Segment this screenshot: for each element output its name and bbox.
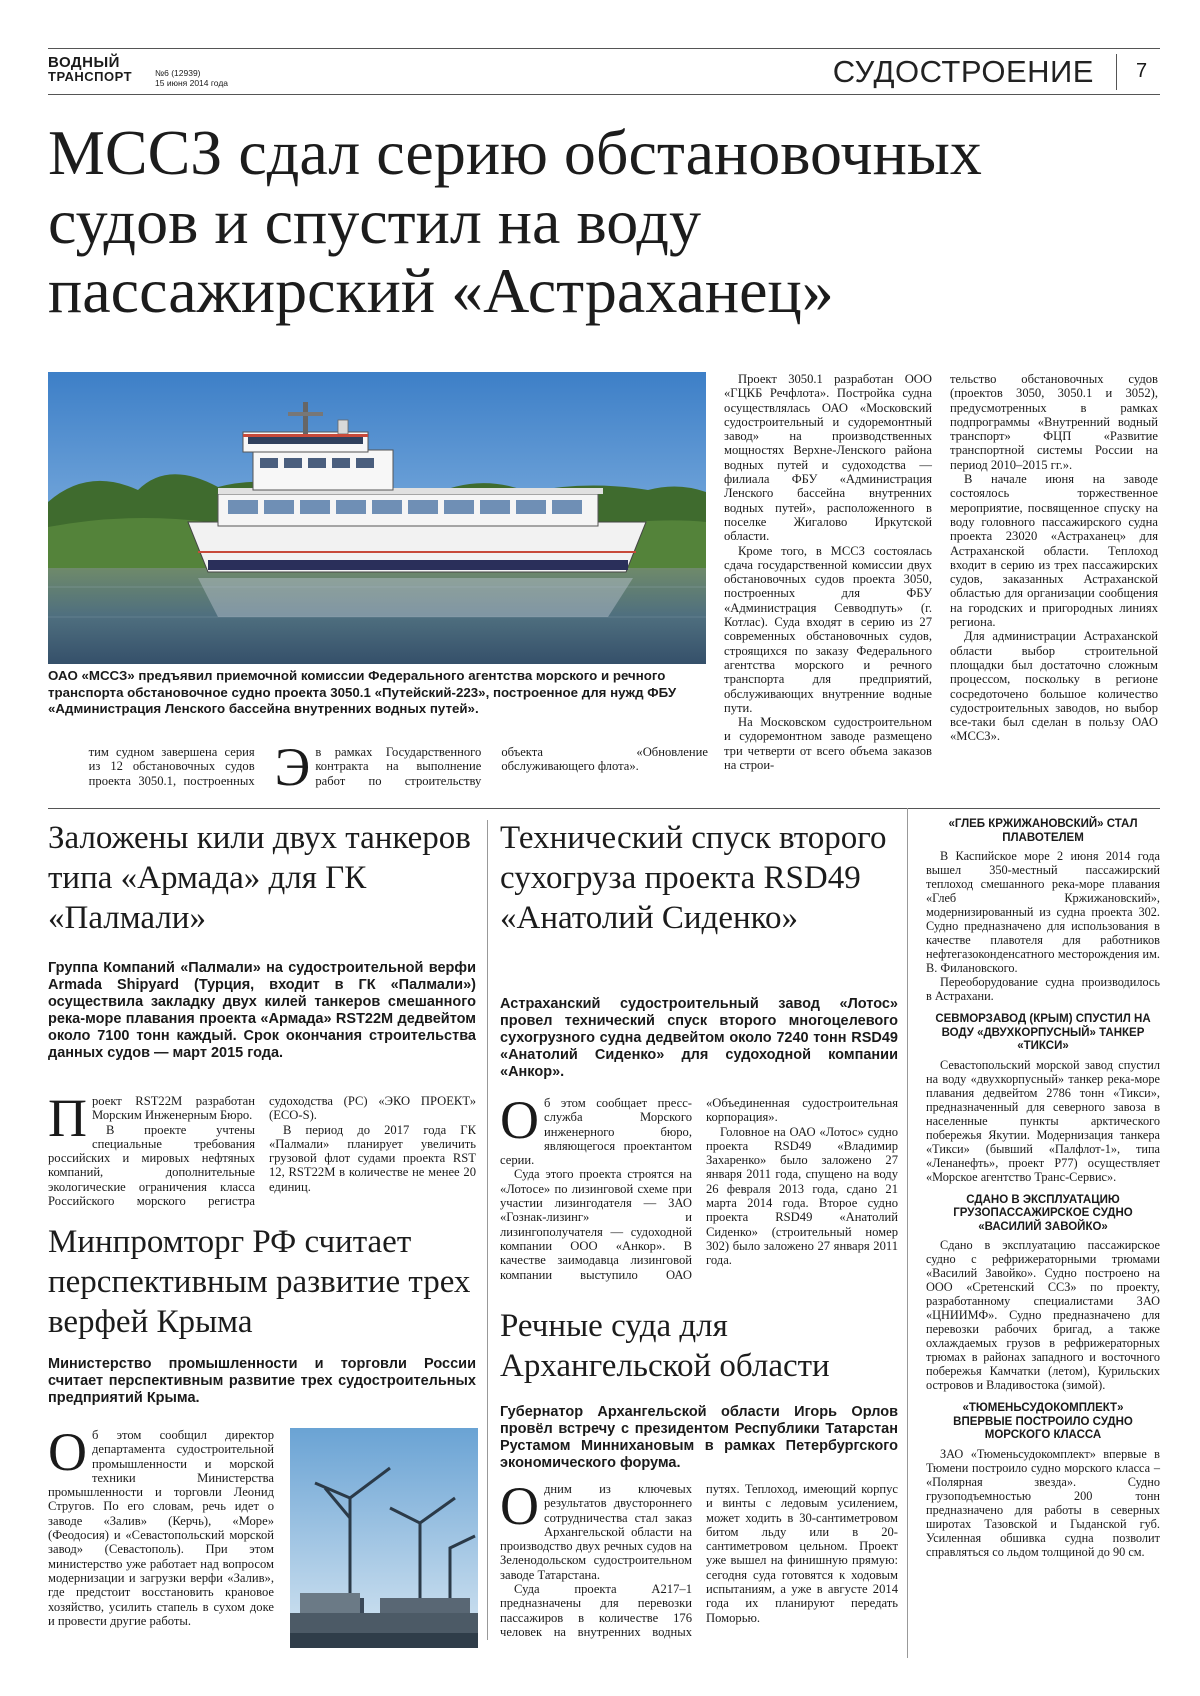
section-divider [48, 808, 1160, 809]
rsd49-dropcap: О [500, 1090, 539, 1150]
main-column-a [724, 372, 932, 772]
page-number-divider [1116, 54, 1117, 90]
main-headline: МССЗ сдал серию обстановочных судов и спустил на воду пассажирский «Астраханец» [48, 117, 982, 326]
main-dropcap: Э [274, 737, 311, 797]
ship-photo [48, 372, 706, 664]
main-intro [48, 737, 708, 797]
ship-illustration [48, 372, 706, 664]
main-paragraph: Для администрации Астраханской области выбор строительной площадки был достаточно сложным процессом, поскольку в регионе сосредоточено большое количество судостроительных заводов, но выбор все-таки был сделан в пользу ОАО «МССЗ». [950, 629, 1158, 744]
minprom-lead: Министерство промышленности и торговли России считает перспективным развитие трех судостроительных предприятий Крыма. [48, 1356, 476, 1406]
rsd49-body: Об этом сообщает пресс-служба Морского инженерного бюро, являющегося проектантом серии. Суда этого проекта строятся на «Лотосе» по лизинговой схеме при участии лизингодателя — ЗАО «Гознак-лизинг» и лизингополучателя — судоходной компании ООО «Анкор». В качестве заимодавца лизинговой компании выступило ОАО «Объединенная судостроительная корпорация». Головное на ОАО «Лотос» судно проекта RSD49 «Владимир Захаренко» было заложено 27 января 2011 года, спущено на воду 26 февраля 2013 года, сдано 21 марта 2014 года. Второе судно проекта RSD49 «Анатолий Сиденко» (строительный номер 302) было заложено 27 января 2011 года. [500, 1090, 898, 1282]
armada-dropcap: П [48, 1088, 87, 1148]
minprom-body: Об этом сообщил директор департамента судостроительной промышленности и морской техники Министерства промышленности и торговли Леонид Стругов. По его словам, речь идет о заводе «Залив» (Керчь), «Море» (Феодосия) и «Севастопольский морской завод» (Севастополь). При этом министерство уже работает над вопросом модернизации и загрузки верфи «Залив», где предстоит восстановить крановое хозяйство, усилить стапель в сухом доке и провести другие работы. [48, 1422, 274, 1628]
main-paragraph: В начале июня на заводе состоялось торжественное мероприятие, посвященное спуску на воду головного пассажирского судна проекта 23020 «Астраханец» для Астраханской области. Теплоход входит в серию из трех пассажирских судов, заказанных Астраханской областью для организации сообщения на городских и пригородных линиях региона. [950, 472, 1158, 630]
rsd49-lead: Астраханский судостроительный завод «Лотос» провел технический спуск второго многоцелевого сухогрузного судна дедвейтом около 7240 тонн RSD49 «Анатолий Сиденко» для судоходной компании «Анкор». [500, 996, 898, 1080]
armada-lead: Группа Компаний «Палмали» на судостроительной верфи Armada Shipyard (Турция, входит в ГК «Палмали») осуществила закладку двух килей танкеров смешанного река-море плавания проекта «Армада» RST22M дедвейтом около 7100 тонн каждый. Срок окончания строительства данных судов — март 2015 года. [48, 960, 476, 1061]
sidebar-heading: СЕВМОРЗАВОД (КРЫМ) СПУСТИЛ НА ВОДУ «ДВУХКОРПУСНЫЙ» ТАНКЕР «ТИКСИ» [935, 1013, 1151, 1052]
arkh-lead: Губернатор Архангельской области Игорь Орлов провёл встречу с президентом Республики Татарстан Рустамом Миннихановым в рамках Петербургского экономического форума. [500, 1404, 898, 1471]
issue-info [155, 68, 228, 88]
page-number: 7 [1136, 60, 1148, 82]
main-paragraph: тельство обстановочных судов (проектов 3050, 3050.1 и 3052), предусмотренных в рамках подпрограммы «Внутренний водный транспорт» ФЦП «Развитие транспортной системы России на период 2010–2015 гг.». [950, 372, 1158, 472]
arkh-title: Речные суда для Архангельской области [500, 1308, 830, 1384]
rsd49-paragraph: Суда этого проекта строятся на «Лотосе» по лизинговой схеме при участии лизингодателя — ЗАО «Гознак-лизинг» и лизингополучателя — судоходной компании ООО «Анкор». В качестве заимодавца лизинговой компании выступило ОАО «Объединенная судостроительная корпорация». [500, 1096, 898, 1282]
sidebar-divider [907, 808, 908, 1658]
arkh-paragraph: Суда проекта А217–1 предназначены для перевозки пассажиров в количестве 176 человек на внутренних водных путях. Теплоход, имеющий корпус и винты с ледовым усилением, может ходить в 30-сантиметровом битом льду или в 20-сантиметровом цельном. Проект уже вышел на финишную прямую: сегодня суда готовятся к ходовым испытаниям, а уже в августе 2014 года их планируют передать Поморью. [500, 1482, 898, 1639]
armada-paragraph: В проекте учтены специальные требования российских и мировых нефтяных компаний, дополнительные экологические ограничения класса Российского морского регистра судоходства (РС) «ЭКО ПРОЕКТ» (ECO-S). [48, 1094, 476, 1209]
shipyard-cranes-photo [290, 1428, 478, 1648]
sidebar-news [926, 818, 1160, 1559]
armada-title: Заложены кили двух танкеров типа «Армада» для ГК «Палмали» [48, 820, 471, 936]
sidebar-body: Сдано в эксплуатацию пассажирское судно с рефрижераторными трюмами «Василий Завойко». Судно построено на ООО «Сретенский ССЗ» по проекту, разработанному специалистами ЗАО «ЦНИИМФ». Судно предназначено для перевозки рабочих бригад, а также охлаждаемых грузов в рефрижераторных трюмах в районах западного и восточного побережья Камчатки (летом), Курильских островов и Владивостока (зимой). [926, 1238, 1160, 1392]
armada-paragraph: В период до 2017 года ГК «Палмали» планирует увеличить грузовой флот судами проекта RST 12, RST22M в количестве не менее 20 единиц. [269, 1122, 476, 1194]
top-rule [48, 48, 1160, 49]
main-paragraph: На Московском судостроительном и судоремонтном заводе размещено три четверти от всего объема заказов на строи- [724, 715, 932, 773]
sidebar-body: ЗАО «Тюменьсудокомплект» впервые в Тюмени построило судно морского класса – «Полярная звезда». Судно грузоподъемностью 200 тонн предназначено для работы в северных широтах Тазовской и Гыданской губ. Усиленная обшивка судна позволит справляться со льдом толщиной до 90 см. [926, 1446, 1160, 1559]
main-paragraph: Кроме того, в МССЗ состоялась сдача государственной комиссии двух обстановочных судов проекта 3050, построенных для ФБУ «Администрация Севводпуть» (г. Котлас). Суда входят в серию из 27 современных обстановочных судов, строящихся по заказу Федерального агентства морского и речного транспорта для предприятий, обслуживающих внутренние водные пути. [724, 543, 932, 715]
arkh-body: Одним из ключевых результатов двустороннего сотрудничества стал заказ Архангельской области на производство двух речных судов на Зеленодольском судостроительном заводе Татарстана. Суда проекта А217–1 предназначены для перевозки пассажиров в количестве 176 человек на внутренних водных путях. Теплоход, имеющий корпус и винты с ледовым усилением, может ходить в 30-сантиметровом битом льду или в 20-сантиметровом цельном. Проект уже вышел на финишную прямую: сегодня суда готовятся к ходовым испытаниям, а уже в августе 2014 года их планируют передать Поморью. [500, 1476, 898, 1639]
rsd49-paragraph: Головное на ОАО «Лотос» судно проекта RSD49 «Владимир Захаренко» было заложено 27 января 2011 года, спущено на воду 26 февраля 2013 года, сдано 21 марта 2014 года. Второе судно проекта RSD49 «Анатолий Сиденко» (строительный номер 302) было заложено 27 января 2011 года. [706, 1124, 898, 1268]
main-intro-text: тим судном завершена серия из 12 обстановочных судов проекта 3050.1, построенных в рамках Государственного контракта на выполнение работ по строительству объекта «Обновление обслуживающего флота». [88, 745, 708, 788]
section-title: СУДОСТРОЕНИЕ [832, 54, 1094, 89]
sidebar-heading: СДАНО В ЭКСПЛУАТАЦИЮ ГРУЗОПАССАЖИРСКОЕ СУДНО «ВАСИЛИЙ ЗАВОЙКО» [953, 1193, 1133, 1233]
cranes-illustration [290, 1428, 478, 1648]
main-column-b [950, 372, 1158, 744]
main-paragraph: Проект 3050.1 разработан ООО «ГЦКБ Речфлота». Постройка судна осуществлялась ОАО «Московский судостроительный и судоремонтный завод» на производственных мощностях Верхне-Ленского района водных путей и судоходства — филиала ФБУ «Администрация Ленского бассейна внутренних водных путей», расположенного в поселке Жигалово Иркутской области. [724, 372, 932, 544]
minprom-dropcap: О [48, 1422, 87, 1482]
rsd49-title: Технический спуск второго сухогруза проекта RSD49 «Анатолий Сиденко» [500, 820, 887, 936]
sidebar-heading: «ТЮМЕНЬСУДОКОМПЛЕКТ» ВПЕРВЫЕ ПОСТРОИЛО СУДНО МОРСКОГО КЛАССА [953, 1402, 1133, 1441]
sidebar-body: В Каспийское море 2 июня 2014 года вышел 350-местный пассажирский теплоход смешанного река-море плавания «Глеб Кржижановский», модернизированный из судна проекта 302. Судно предназначено для использования в качестве плавотеля для работников нефтегазоконденсатного месторождения им. В. Филановского. Переоборудование судна производилось в Астрахани. [926, 849, 1160, 1003]
armada-body: Проект RST22M разработан Морским Инженерным Бюро. В проекте учтены специальные требования российских и мировых нефтяных компаний, дополнительные экологические ограничения класса Российского морского регистра судоходства (РС) «ЭКО ПРОЕКТ» (ECO-S). В период до 2017 года ГК «Палмали» планирует увеличить грузовой флот судами проекта RST 12, RST22M в количестве не менее 20 единиц. [48, 1088, 476, 1209]
minprom-title: Минпромторг РФ считает перспективным развитие трех верфей Крыма [48, 1224, 471, 1340]
main-photo-caption: ОАО «МССЗ» предъявил приемочной комиссии Федерального агентства морского и речного транспорта обстановочное судно проекта 3050.1 «Путейский-223», построенное для нужд ФБУ «Администрация Ленского бассейна внутренних водных путей». [48, 668, 677, 716]
sidebar-heading: «ГЛЕБ КРЖИЖАНОВСКИЙ» СТАЛ ПЛАВОТЕЛЕМ [948, 818, 1138, 844]
newspaper-logo: ВОДНЫЙ ТРАНСПОРТ [48, 54, 133, 84]
arkh-dropcap: О [500, 1476, 539, 1536]
issue-number: №6 (12939) [155, 68, 201, 78]
issue-date: 15 июня 2014 года [155, 78, 229, 88]
sidebar-body: Севастопольский морской завод спустил на воду «двухкорпусный» танкер река-море плавания дедвейтом 2786 тонн «Тикси», предназначенный для северного завоза в населенные пункты арктического побережья Якутии. Модернизация танкера «Тикси» (бывший «Палфлот-1», типа «Ленанефть», проект Р77) осуществляет «Морское агентство Транс-Сервис». [926, 1057, 1160, 1184]
masthead-rule [48, 94, 1160, 95]
